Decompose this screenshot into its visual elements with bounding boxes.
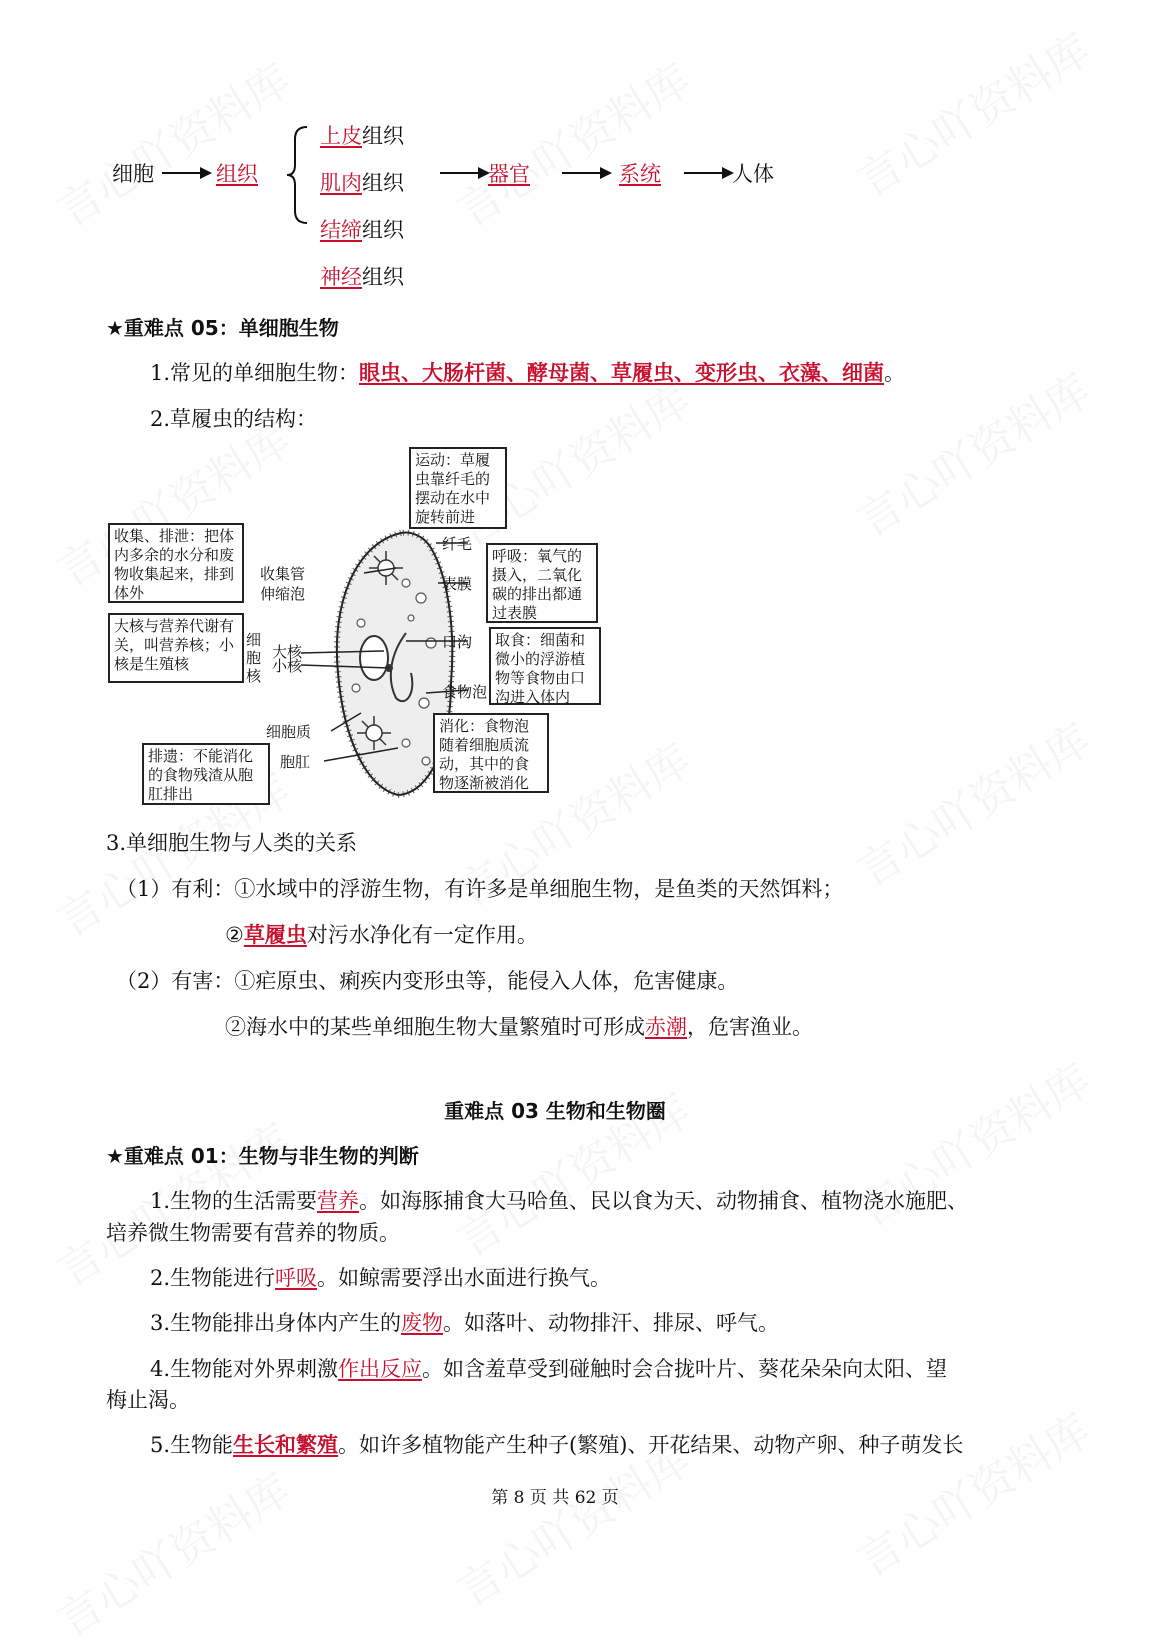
label-macronucleus: 大核 [272, 643, 303, 661]
arrow-right-icon [562, 165, 612, 181]
watermark [843, 705, 1101, 899]
watermark [443, 45, 701, 239]
tissue-epithelial: 上皮组织 [320, 124, 404, 148]
note-egestion: 排遗：不能消化的食物残渣从胞肛排出 [142, 743, 270, 805]
label-micronucleus: 小核 [272, 657, 303, 675]
label-pellicle: 表膜 [442, 575, 473, 593]
tissue-muscle: 肌肉组织 [320, 171, 404, 195]
flow-organ: 器官 [488, 162, 530, 186]
brace-icon [285, 125, 311, 225]
arrow-right-icon [440, 165, 490, 181]
label-oral-groove: 口沟 [442, 633, 473, 651]
arrow-right-icon [684, 165, 734, 181]
arrow-right-icon [162, 165, 212, 181]
paragraph-response: 4.生物能对外界刺激作出反应。如含羞草受到碰触时会合拢叶片、葵花朵朵向太阳、望 [150, 1357, 948, 1381]
flow-body: 人体 [732, 162, 774, 186]
benefit-line-1: （1）有利：①水域中的浮游生物，有许多是单细胞生物，是鱼类的天然饵料； [116, 877, 844, 901]
harm-line-2: ②海水中的某些单细胞生物大量繁殖时可形成赤潮，危害渔业。 [225, 1015, 813, 1039]
tissue-connective: 结缔组织 [320, 218, 404, 242]
note-nucleus: 大核与营养代谢有关，叫营养核；小核是生殖核 [108, 613, 244, 683]
harm-line-1: （2）有害：①疟原虫、痢疾内变形虫等，能侵入人体，危害健康。 [116, 969, 739, 993]
note-feeding: 取食：细菌和微小的浮游植物等食物由口沟进入体内 [489, 627, 601, 705]
label-food-vacuole: 食物泡 [442, 683, 488, 701]
label-collecting-canal: 收集管 [260, 565, 306, 583]
paragraph-relationship: 3.单细胞生物与人类的关系 [106, 831, 358, 855]
watermark [43, 45, 301, 239]
label-cell-nucleus: 细胞核 [246, 631, 262, 685]
flow-tissue: 组织 [216, 162, 258, 186]
paramecium-diagram [106, 443, 606, 808]
paragraph-respiration: 2.生物能进行呼吸。如鲸需要浮出水面进行换气。 [150, 1266, 612, 1290]
label-cytoproct: 胞肛 [280, 753, 311, 771]
flow-system: 系统 [619, 162, 661, 186]
chapter-heading: 重难点 03 生物和生物圈 [444, 1099, 666, 1123]
note-movement: 运动：草履虫靠纤毛的摆动在水中旋转前进 [409, 447, 507, 529]
tissue-nerve: 神经组织 [320, 265, 404, 289]
note-respiration: 呼吸：氧气的摄入，二氧化碳的排出都通过表膜 [486, 543, 598, 623]
paragraph-response-cont: 梅止渴。 [106, 1388, 190, 1412]
label-cilia: 纤毛 [442, 535, 473, 553]
note-digestion: 消化：食物泡随着细胞质流动，其中的食物逐渐被消化 [433, 713, 549, 793]
benefit-line-2: ②草履虫对污水净化有一定作用。 [225, 922, 538, 947]
section-heading-01: ★重难点 01：生物与非生物的判断 [106, 1144, 419, 1168]
label-cytoplasm: 细胞质 [266, 723, 312, 741]
flow-cell: 细胞 [112, 162, 154, 186]
paragraph-paramecium-structure: 2.草履虫的结构： [150, 407, 318, 431]
label-contractile-vacuole: 伸缩泡 [260, 585, 306, 603]
section-heading-05: ★重难点 05：单细胞生物 [106, 316, 339, 340]
paragraph-common-unicellular: 1.常见的单细胞生物：眼虫、大肠杆菌、酵母菌、草履虫、变形虫、衣藻、细菌。 [150, 360, 906, 385]
note-collect-excrete: 收集、排泄：把体内多余的水分和废物收集起来，排到体外 [108, 523, 244, 603]
paragraph-nutrition-cont: 培养微生物需要有营养的物质。 [106, 1221, 400, 1245]
paragraph-nutrition: 1.生物的生活需要营养。如海豚捕食大马哈鱼、民以食为天、动物捕食、植物浇水施肥、 [150, 1189, 969, 1213]
paragraph-growth: 5.生物能生长和繁殖。如许多植物能产生种子(繁殖)、开花结果、动物产卵、种子萌发长 [150, 1432, 964, 1457]
watermark [843, 15, 1101, 209]
page-footer: 第 8 页 共 62 页 [491, 1488, 619, 1508]
paragraph-waste: 3.生物能排出身体内产生的废物。如落叶、动物排汗、排尿、呼气。 [150, 1311, 780, 1335]
